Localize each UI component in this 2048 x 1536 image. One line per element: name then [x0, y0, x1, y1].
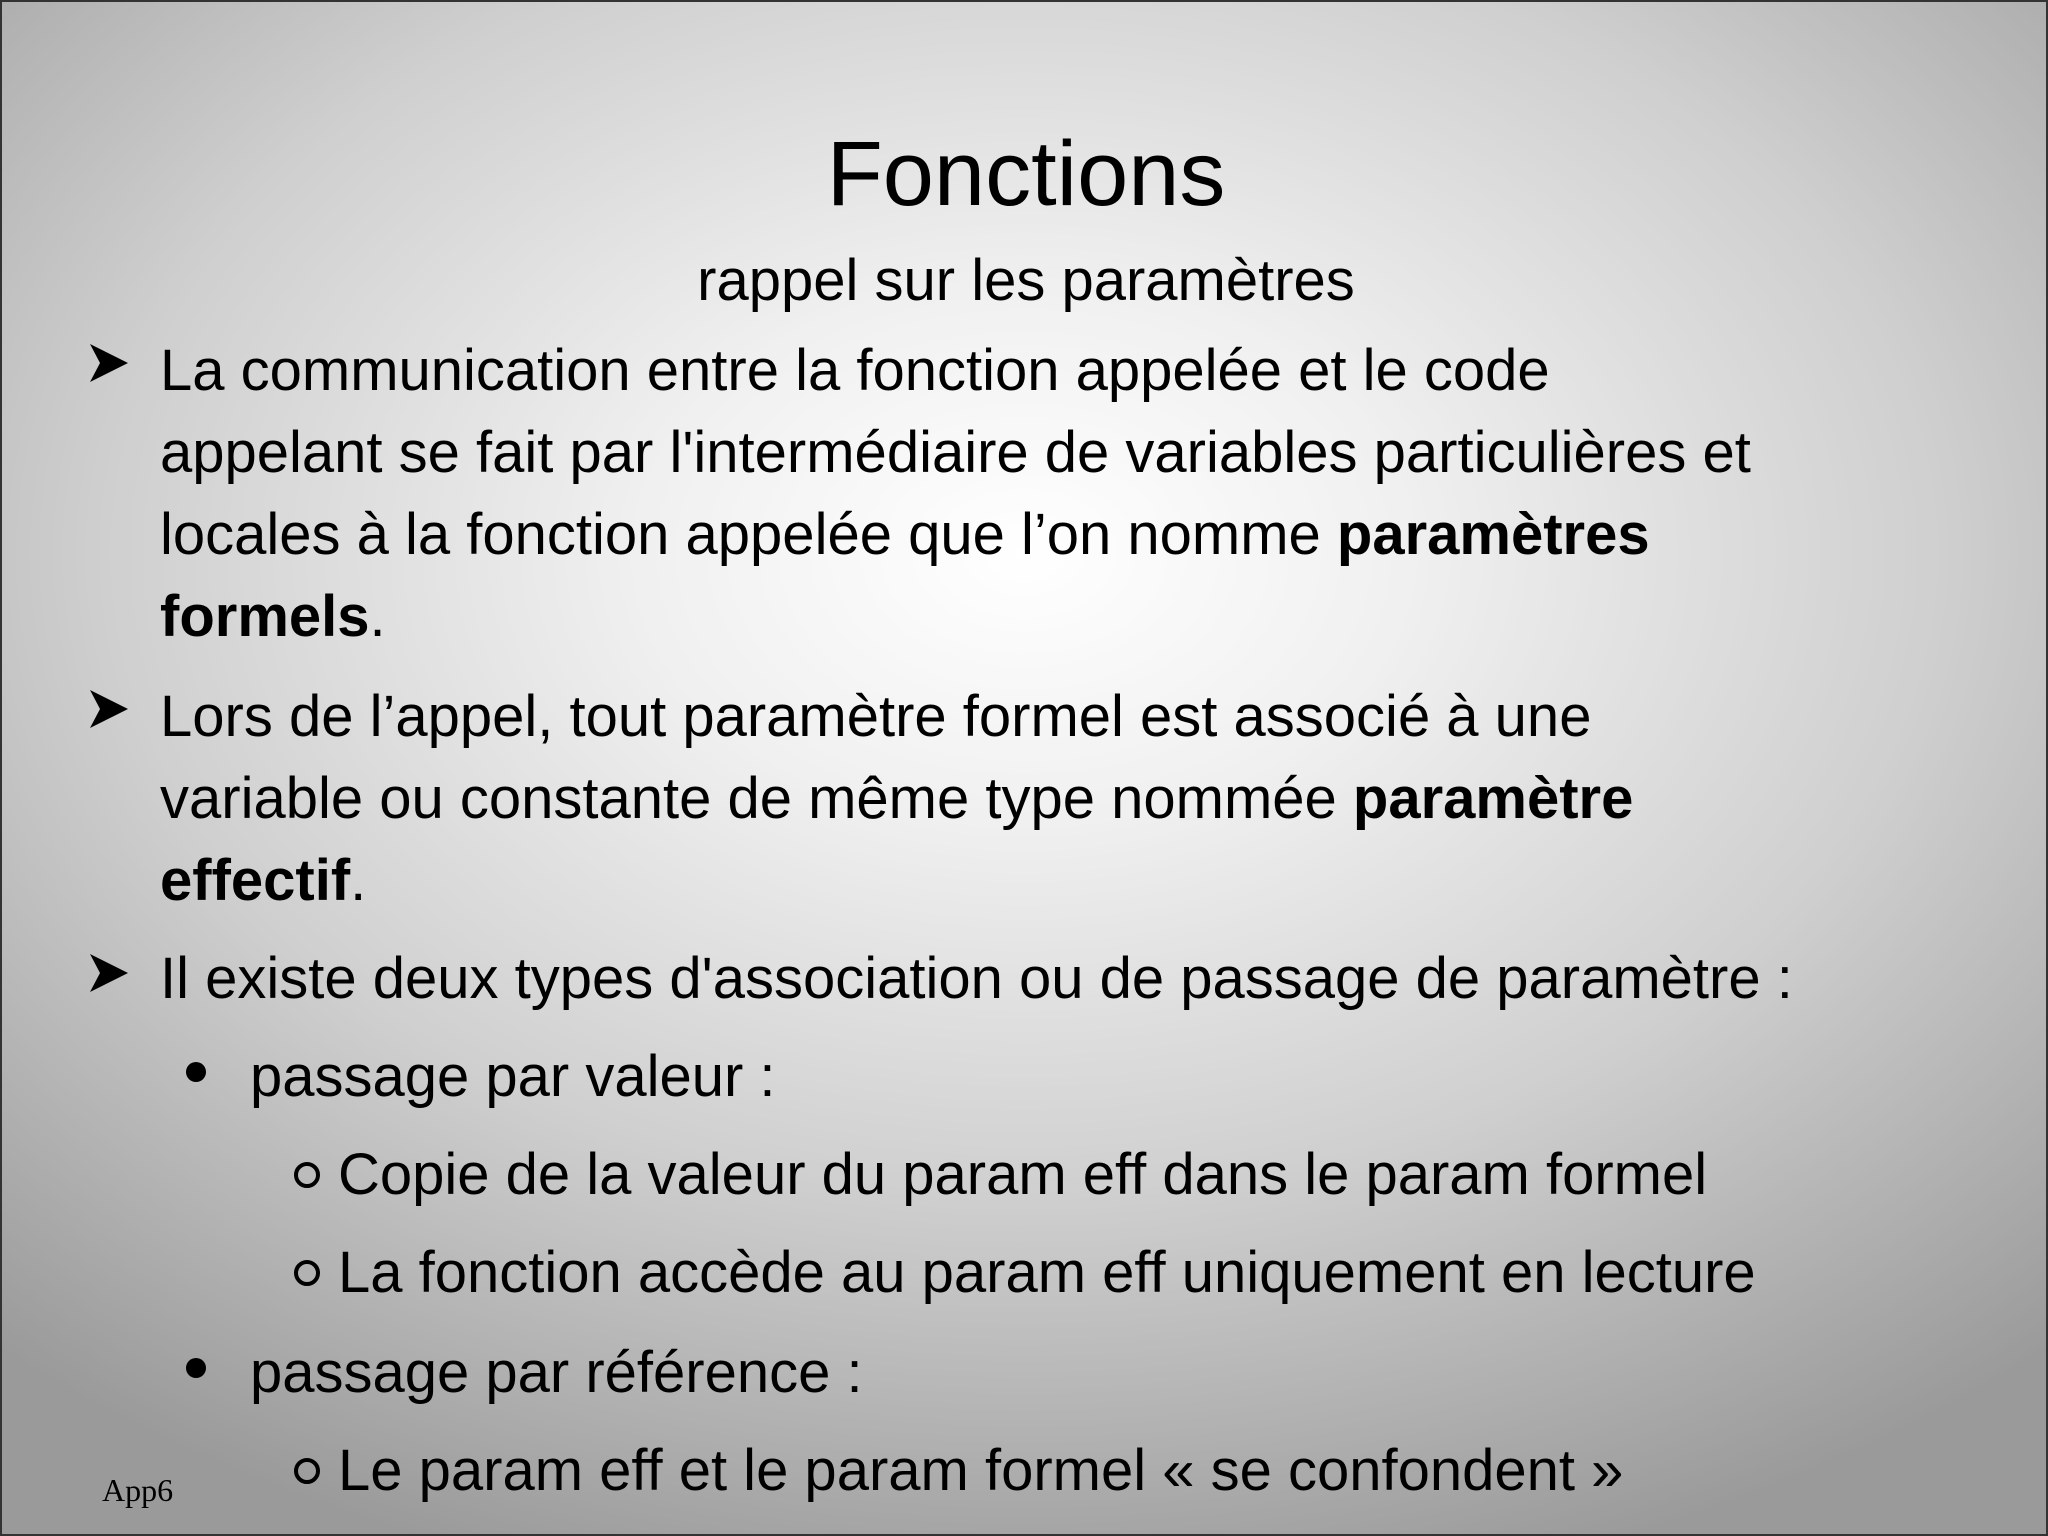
- bullet-1-line-4: [160, 576, 386, 658]
- bullet-2-line-2: [160, 758, 1633, 840]
- bullet-1-line-1: La communication entre la fonction appelée et le code: [160, 338, 1550, 403]
- sub-bullet-2-label: passage par référence :: [250, 1340, 863, 1405]
- slide-subtitle: rappel sur les paramètres: [697, 248, 1355, 313]
- circle-bullet-icon: [294, 1162, 320, 1188]
- arrow-bullet-icon: [86, 950, 132, 996]
- bullet-2-line-1: Lors de l’appel, tout paramètre formel est associé à une: [160, 684, 1592, 749]
- sub-bullet-1-item-1: Copie de la valeur du param eff dans le param formel: [338, 1142, 1708, 1207]
- arrow-bullet-icon: [86, 340, 132, 386]
- bullet-1-line-3: [160, 494, 1650, 576]
- bullet-1-period: .: [369, 584, 386, 649]
- bullet-1-bold-term-2: formels: [160, 584, 370, 649]
- dot-bullet-icon: [186, 1358, 206, 1378]
- bullet-2-bold-term-1: paramètre: [1352, 766, 1634, 831]
- bullet-1-line-3-text: locales à la fonction appelée que l’on nomme: [160, 502, 1337, 567]
- sub-bullet-2-item-1: Le param eff et le param formel « se confondent »: [338, 1438, 1624, 1503]
- bullet-1-line-2: appelant se fait par l'intermédiaire de variables particulières et: [160, 420, 1751, 485]
- slide-title: Fonctions: [826, 123, 1226, 225]
- bullet-2-line-3: [160, 840, 366, 922]
- bullet-3-line-1: Il existe deux types d'association ou de passage de paramètre :: [160, 946, 1793, 1011]
- arrow-bullet-icon: [86, 686, 132, 732]
- bullet-2-line-2-text: variable ou constante de même type nommée: [160, 766, 1353, 831]
- bullet-2-period: .: [350, 848, 367, 913]
- bullet-1-bold-term-1: paramètres: [1336, 502, 1650, 567]
- sub-bullet-1-label: passage par valeur :: [250, 1044, 776, 1109]
- bullet-2-bold-term-2: effectif: [160, 848, 351, 913]
- slide-footer: App6: [102, 1472, 174, 1508]
- dot-bullet-icon: [186, 1062, 206, 1082]
- sub-bullet-1-item-2: La fonction accède au param eff uniquement en lecture: [338, 1240, 1756, 1305]
- circle-bullet-icon: [294, 1260, 320, 1286]
- circle-bullet-icon: [294, 1458, 320, 1484]
